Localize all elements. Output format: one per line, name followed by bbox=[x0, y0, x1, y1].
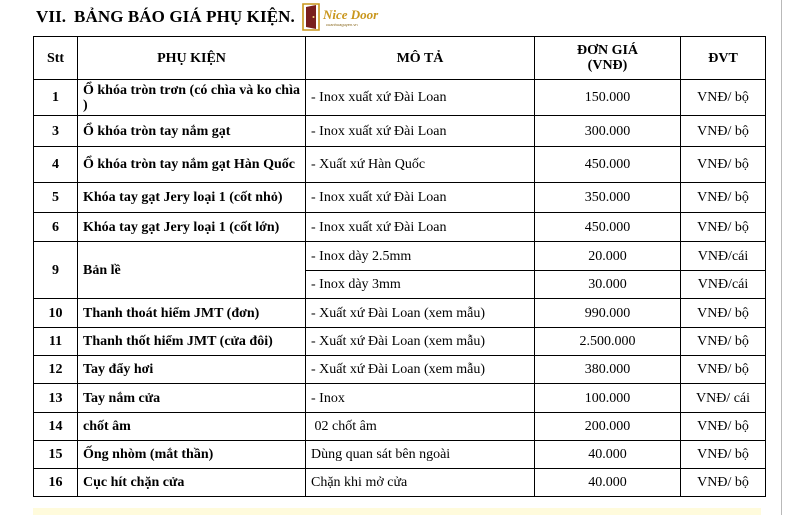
table-header-row bbox=[34, 37, 766, 80]
row-stt: 10 bbox=[34, 299, 78, 328]
row-unit: VNĐ/ bộ bbox=[681, 116, 766, 147]
door-logo-icon bbox=[300, 3, 322, 31]
row-unit: VNĐ/ bộ bbox=[681, 413, 766, 441]
row-unit: VNĐ/ bộ bbox=[681, 147, 766, 183]
table-row bbox=[34, 147, 766, 183]
row-description: - Inox xuất xứ Đài Loan bbox=[306, 80, 535, 116]
row-unit: VNĐ/cái bbox=[681, 271, 766, 299]
row-description: - Inox xuất xứ Đài Loan bbox=[306, 116, 535, 147]
row-stt: 9 bbox=[34, 242, 78, 299]
table-row bbox=[34, 213, 766, 242]
row-stt: 11 bbox=[34, 328, 78, 356]
row-item-name: Tay nắm cửa bbox=[78, 384, 306, 413]
row-price: 200.000 bbox=[535, 413, 681, 441]
row-item-name: chốt âm bbox=[78, 413, 306, 441]
row-description: Chặn khi mở cửa bbox=[306, 469, 535, 497]
header-unit: ĐVT bbox=[681, 37, 766, 80]
page-edge-rule bbox=[781, 0, 782, 515]
row-unit: VNĐ/ bộ bbox=[681, 80, 766, 116]
logo-text: Nice Door bbox=[323, 7, 379, 22]
row-description: - Xuất xứ Đài Loan (xem mẫu) bbox=[306, 328, 535, 356]
row-price: 40.000 bbox=[535, 441, 681, 469]
header-price-line2: (VNĐ) bbox=[587, 58, 628, 73]
row-price: 40.000 bbox=[535, 469, 681, 497]
row-unit: VNĐ/ bộ bbox=[681, 183, 766, 213]
row-item-name: Ổ khóa tròn tay nắm gạt Hàn Quốc bbox=[78, 147, 306, 183]
table-row bbox=[34, 469, 766, 497]
row-unit: VNĐ/ bộ bbox=[681, 441, 766, 469]
table-row bbox=[34, 242, 766, 271]
row-stt: 6 bbox=[34, 213, 78, 242]
row-description: Dùng quan sát bên ngoài bbox=[306, 441, 535, 469]
table-row bbox=[34, 356, 766, 384]
logo-subtext: cuanhuaguyen.vn bbox=[326, 22, 358, 27]
row-unit: VNĐ/ bộ bbox=[681, 213, 766, 242]
row-price: 2.500.000 bbox=[535, 328, 681, 356]
table-row bbox=[34, 413, 766, 441]
row-description: - Inox bbox=[306, 384, 535, 413]
section-heading bbox=[36, 5, 295, 29]
row-description: 02 chốt âm bbox=[306, 413, 535, 441]
row-stt: 1 bbox=[34, 80, 78, 116]
row-unit: VNĐ/ bộ bbox=[681, 328, 766, 356]
row-description: - Inox dày 3mm bbox=[306, 271, 535, 299]
row-stt: 5 bbox=[34, 183, 78, 213]
table-row bbox=[34, 441, 766, 469]
row-description: - Xuất xứ Đài Loan (xem mẫu) bbox=[306, 356, 535, 384]
table-row bbox=[34, 299, 766, 328]
row-stt: 16 bbox=[34, 469, 78, 497]
row-stt: 4 bbox=[34, 147, 78, 183]
row-price: 30.000 bbox=[535, 271, 681, 299]
row-stt: 3 bbox=[34, 116, 78, 147]
row-unit: VNĐ/ bộ bbox=[681, 356, 766, 384]
table-row bbox=[34, 183, 766, 213]
row-price: 990.000 bbox=[535, 299, 681, 328]
section-title: BẢNG BÁO GIÁ PHỤ KIỆN. bbox=[74, 7, 295, 26]
row-item-name: Tay đẩy hơi bbox=[78, 356, 306, 384]
row-stt: 12 bbox=[34, 356, 78, 384]
row-item-name: Thanh thốt hiểm JMT (cửa đôi) bbox=[78, 328, 306, 356]
row-price: 350.000 bbox=[535, 183, 681, 213]
row-unit: VNĐ/ cái bbox=[681, 384, 766, 413]
table-row bbox=[34, 384, 766, 413]
table-row bbox=[34, 328, 766, 356]
header-description: MÔ TẢ bbox=[306, 37, 535, 80]
row-unit: VNĐ/ bộ bbox=[681, 469, 766, 497]
row-item-name: Ổ khóa tròn tay nắm gạt bbox=[78, 116, 306, 147]
table-row bbox=[34, 80, 766, 116]
header-price bbox=[535, 37, 681, 80]
row-item-name: Ống nhòm (mắt thần) bbox=[78, 441, 306, 469]
row-price: 450.000 bbox=[535, 147, 681, 183]
row-price: 100.000 bbox=[535, 384, 681, 413]
row-price: 300.000 bbox=[535, 116, 681, 147]
row-price: 380.000 bbox=[535, 356, 681, 384]
row-item-name: Khóa tay gạt Jery loại 1 (cốt lớn) bbox=[78, 213, 306, 242]
row-stt: 13 bbox=[34, 384, 78, 413]
row-item-name: Bản lề bbox=[78, 242, 306, 299]
row-stt: 14 bbox=[34, 413, 78, 441]
row-description: - Xuất xứ Đài Loan (xem mẫu) bbox=[306, 299, 535, 328]
nice-door-logo bbox=[300, 3, 384, 31]
accessory-price-table bbox=[33, 36, 766, 497]
row-price: 20.000 bbox=[535, 242, 681, 271]
header-price-line1: ĐƠN GIÁ bbox=[576, 43, 639, 58]
row-description: - Inox xuất xứ Đài Loan bbox=[306, 213, 535, 242]
row-stt: 15 bbox=[34, 441, 78, 469]
row-description: - Xuất xứ Hàn Quốc bbox=[306, 147, 535, 183]
bottom-highlight-band bbox=[33, 508, 761, 515]
row-description: - Inox xuất xứ Đài Loan bbox=[306, 183, 535, 213]
row-description: - Inox dày 2.5mm bbox=[306, 242, 535, 271]
row-unit: VNĐ/ bộ bbox=[681, 299, 766, 328]
row-price: 150.000 bbox=[535, 80, 681, 116]
row-item-name: Thanh thoát hiểm JMT (đơn) bbox=[78, 299, 306, 328]
row-price: 450.000 bbox=[535, 213, 681, 242]
row-item-name: Cục hít chặn cửa bbox=[78, 469, 306, 497]
header-stt: Stt bbox=[34, 37, 78, 80]
header-item: PHỤ KIỆN bbox=[78, 37, 306, 80]
row-item-name: Khóa tay gạt Jery loại 1 (cốt nhỏ) bbox=[78, 183, 306, 213]
row-item-name: Ổ khóa tròn trơn (có chìa và ko chìa ) bbox=[78, 80, 306, 116]
table-row bbox=[34, 116, 766, 147]
section-number: VII. bbox=[36, 7, 67, 26]
row-unit: VNĐ/cái bbox=[681, 242, 766, 271]
